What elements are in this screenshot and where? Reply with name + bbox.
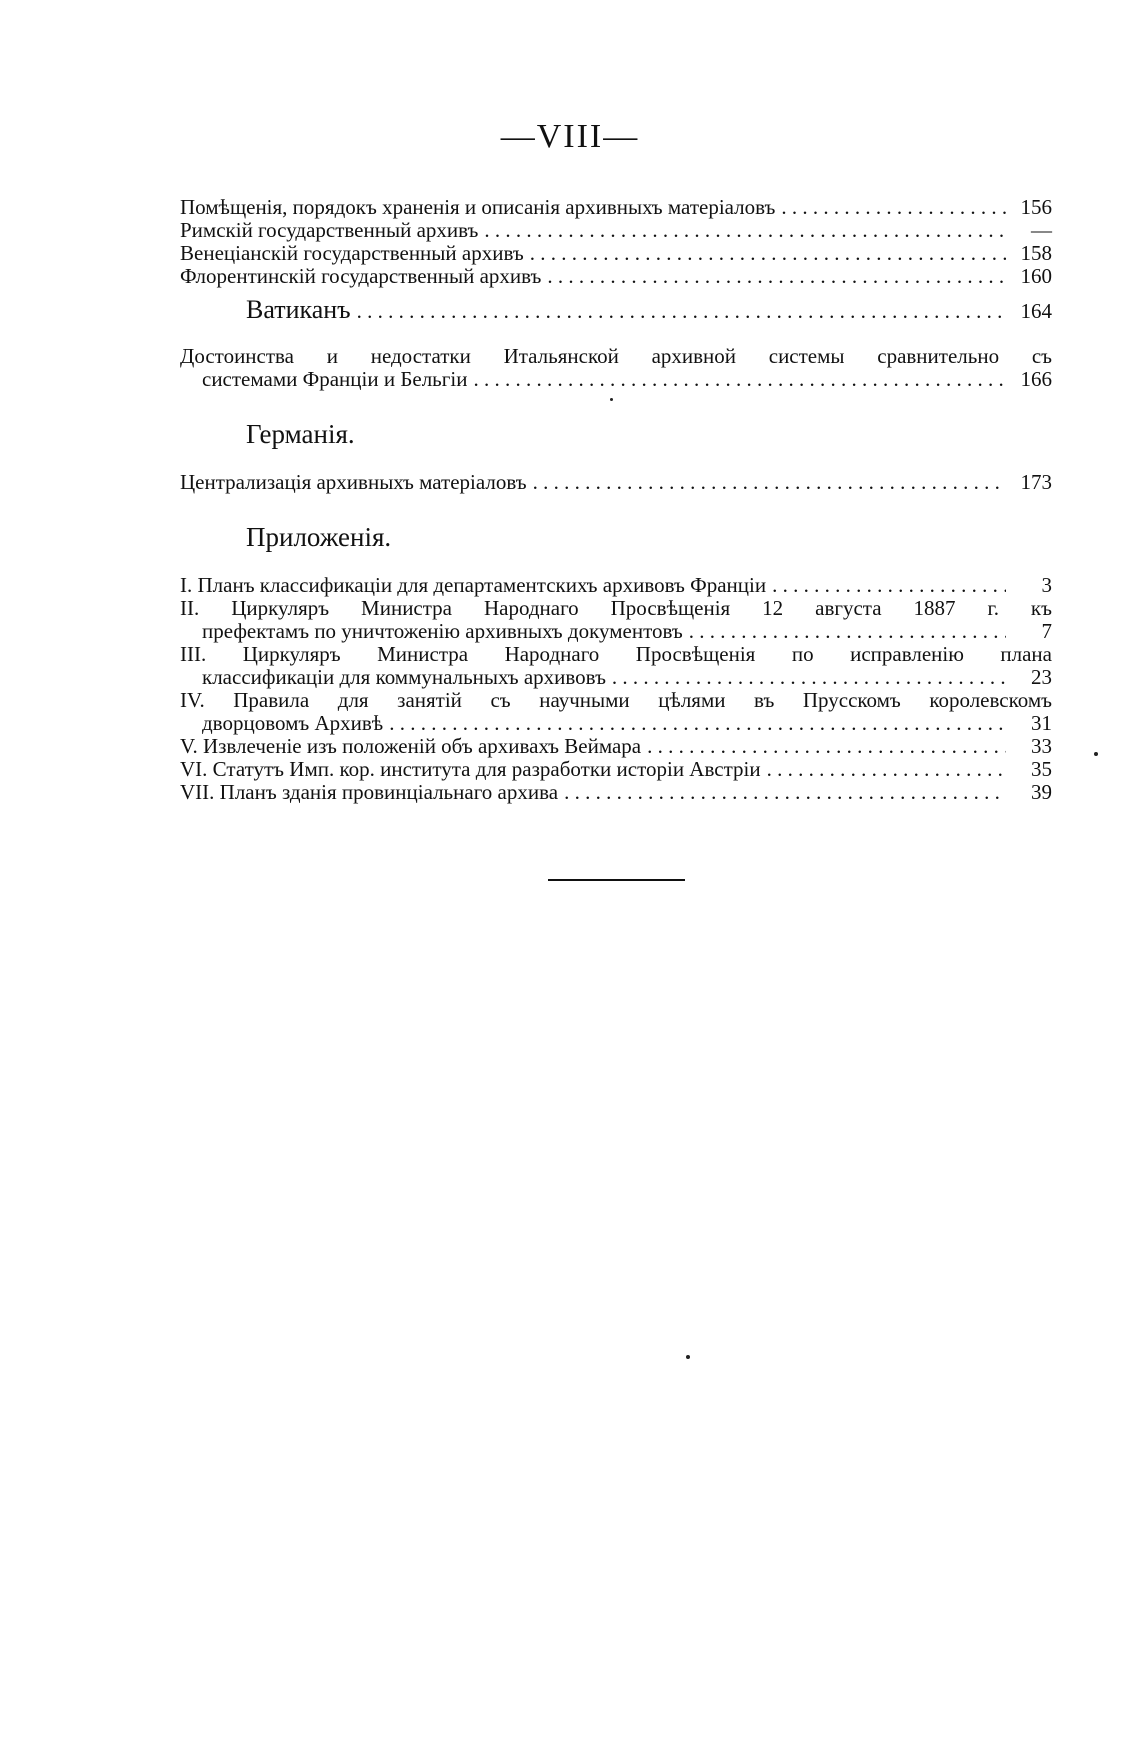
dot-leader — [357, 300, 1006, 323]
toc-entry-page: — — [1031, 218, 1052, 242]
print-speck — [610, 398, 613, 401]
dot-leader — [772, 574, 1006, 597]
toc-entry-title-line2: префектамъ по уничтоженію архивныхъ документовъ — [202, 619, 683, 643]
toc-entry-title: Венеціанскій государственный архивъ — [180, 241, 524, 265]
toc-entry-title-line1: III. Циркуляръ Министра Народнаго Просвѣщенія по исправленію плана — [180, 642, 1052, 666]
dot-leader — [547, 265, 1006, 288]
toc-entry-page: 173 — [1020, 470, 1052, 494]
toc-entry-page: 156 — [1020, 195, 1052, 219]
toc-entry-title: Помѣщенія, порядокъ храненія и описанія архивныхъ матеріаловъ — [180, 195, 776, 219]
table-of-contents — [180, 196, 1052, 804]
toc-entry-title: Флорентинскій государственный архивъ — [180, 264, 542, 288]
dot-leader — [767, 758, 1006, 781]
toc-entry-page: 33 — [1031, 734, 1052, 758]
toc-entry-page: 3 — [1041, 573, 1052, 597]
toc-entry-title-line1: II. Циркуляръ Министра Народнаго Просвѣщенія 12 августа 1887 г. къ — [180, 596, 1052, 620]
toc-entry-page: 7 — [1041, 619, 1052, 643]
dot-leader — [689, 620, 1006, 643]
dot-leader — [530, 242, 1006, 265]
toc-entry-title-line2: классификаціи для коммунальныхъ архивовъ — [202, 665, 606, 689]
appendix-item — [180, 735, 1052, 758]
section-heading-germany: Германія. — [246, 419, 355, 449]
toc-entry-title-line1: IV. Правила для занятій съ научными цѣлями въ Прусскомъ королевскомъ — [180, 688, 1052, 712]
page-number: —VIII— — [500, 118, 640, 155]
appendix-item — [180, 689, 1052, 735]
toc-entry-title: Ватиканъ — [246, 295, 351, 324]
print-speck — [686, 1355, 690, 1359]
section-heading-appendices: Приложенія. — [246, 522, 392, 552]
dot-leader — [781, 196, 1006, 219]
toc-entry-vatican — [180, 295, 1052, 324]
toc-entry-title: I. Планъ классификаціи для департаментскихъ архивовъ Франціи — [180, 573, 767, 597]
dot-leader — [473, 368, 1006, 391]
toc-entry-storage — [180, 196, 1052, 219]
appendix-item — [180, 597, 1052, 643]
toc-entry-florence-archive — [180, 265, 1052, 288]
toc-entry-page: 39 — [1031, 780, 1052, 804]
toc-entry-centralization — [180, 471, 1052, 494]
appendix-item — [180, 643, 1052, 689]
toc-entry-page: 166 — [1020, 367, 1052, 391]
toc-entry-page: 160 — [1020, 264, 1052, 288]
toc-entry-title: VII. Планъ зданія провинціальнаго архива — [180, 780, 559, 804]
toc-entry-title-line1: Достоинства и недостатки Итальянской архивной системы сравнительно съ — [180, 344, 1052, 368]
toc-entry-title-line2: системами Франціи и Бельгіи — [202, 367, 468, 391]
toc-entry-merits — [180, 345, 1052, 391]
toc-entry-page: 31 — [1031, 711, 1052, 735]
toc-entry-page: 35 — [1031, 757, 1052, 781]
toc-entry-page: 23 — [1031, 665, 1052, 689]
toc-entry-title: V. Извлеченіе изъ положеній объ архивахъ Веймара — [180, 734, 642, 758]
toc-entry-title-line2: дворцовомъ Архивѣ — [202, 711, 384, 735]
toc-entry-rome-archive — [180, 219, 1052, 242]
dot-leader — [533, 471, 1006, 494]
appendix-item — [180, 574, 1052, 597]
appendix-item — [180, 781, 1052, 804]
dot-leader — [564, 781, 1006, 804]
section-rule — [548, 879, 685, 881]
dot-leader — [389, 712, 1006, 735]
toc-entry-page: 164 — [1020, 299, 1052, 323]
toc-entry-title: VI. Статутъ Имп. кор. института для разработки исторіи Австріи — [180, 757, 761, 781]
dot-leader — [612, 666, 1006, 689]
toc-entry-title: Централизація архивныхъ матеріаловъ — [180, 470, 527, 494]
toc-entry-page: 158 — [1020, 241, 1052, 265]
dot-leader — [484, 219, 1006, 242]
dot-leader — [647, 735, 1006, 758]
toc-entry-venice-archive — [180, 242, 1052, 265]
print-speck — [1094, 752, 1098, 756]
appendix-item — [180, 758, 1052, 781]
toc-entry-title: Римскій государственный архивъ — [180, 218, 479, 242]
